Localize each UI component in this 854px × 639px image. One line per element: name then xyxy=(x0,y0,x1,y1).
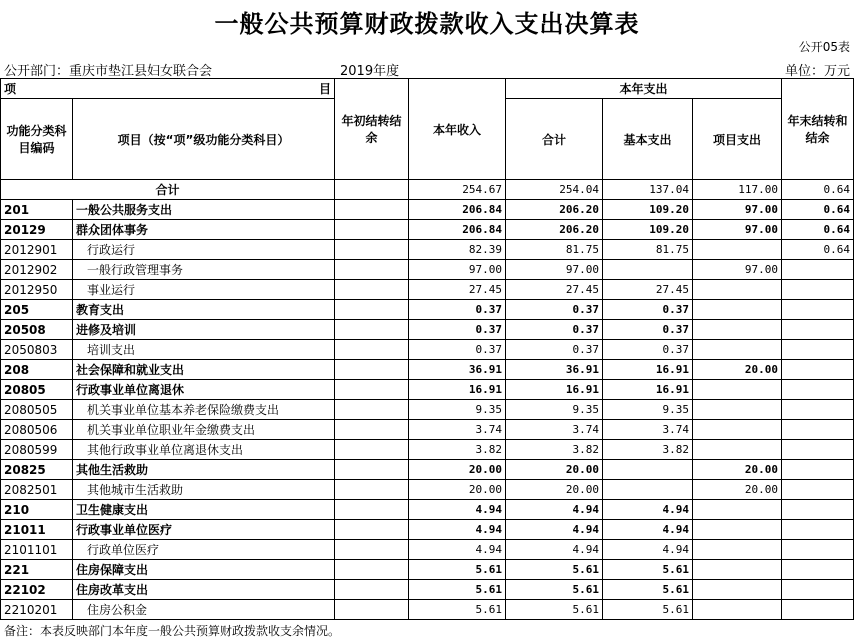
row-total: 5.61 xyxy=(506,600,603,620)
row-income: 27.45 xyxy=(409,280,506,300)
row-name: 行政运行 xyxy=(73,240,335,260)
header-name: 项目（按“项”级功能分类科目） xyxy=(73,99,335,180)
row-code: 2012902 xyxy=(1,260,73,280)
row-begin xyxy=(335,380,409,400)
row-total: 9.35 xyxy=(506,400,603,420)
row-total: 20.00 xyxy=(506,460,603,480)
department-label: 公开部门：重庆市垫江县妇女联合会 xyxy=(4,64,213,79)
row-project xyxy=(693,540,782,560)
row-end xyxy=(782,300,854,320)
table-row xyxy=(1,540,854,560)
row-code: 2080506 xyxy=(1,420,73,440)
row-basic: 16.91 xyxy=(603,360,693,380)
row-code: 2101101 xyxy=(1,540,73,560)
row-begin xyxy=(335,320,409,340)
table-row xyxy=(1,600,854,620)
total-income: 254.67 xyxy=(409,180,506,200)
row-name: 培训支出 xyxy=(73,340,335,360)
table-row xyxy=(1,420,854,440)
row-begin xyxy=(335,240,409,260)
row-income: 82.39 xyxy=(409,240,506,260)
row-project xyxy=(693,500,782,520)
row-total: 97.00 xyxy=(506,260,603,280)
row-income: 16.91 xyxy=(409,380,506,400)
row-name: 机关事业单位职业年金缴费支出 xyxy=(73,420,335,440)
row-project xyxy=(693,400,782,420)
row-income: 5.61 xyxy=(409,560,506,580)
page-title: 一般公共预算财政拨款收入支出决算表 xyxy=(214,10,640,38)
budget-table xyxy=(0,78,854,620)
total-label: 合计 xyxy=(1,180,335,200)
row-code: 208 xyxy=(1,360,73,380)
row-name: 卫生健康支出 xyxy=(73,500,335,520)
row-total: 81.75 xyxy=(506,240,603,260)
row-end xyxy=(782,540,854,560)
row-code: 205 xyxy=(1,300,73,320)
row-income: 3.74 xyxy=(409,420,506,440)
row-name: 事业运行 xyxy=(73,280,335,300)
table-row xyxy=(1,460,854,480)
row-income: 5.61 xyxy=(409,600,506,620)
row-basic: 109.20 xyxy=(603,200,693,220)
row-total: 4.94 xyxy=(506,520,603,540)
row-code: 210 xyxy=(1,500,73,520)
table-row xyxy=(1,300,854,320)
row-begin xyxy=(335,600,409,620)
row-total: 206.20 xyxy=(506,220,603,240)
row-end xyxy=(782,260,854,280)
row-total: 0.37 xyxy=(506,320,603,340)
footnote: 备注：本表反映部门本年度一般公共预算财政拨款收支余情况。 xyxy=(4,624,341,638)
row-code: 22102 xyxy=(1,580,73,600)
row-name: 社会保障和就业支出 xyxy=(73,360,335,380)
row-name: 其他城市生活救助 xyxy=(73,480,335,500)
row-begin xyxy=(335,300,409,320)
header-total: 合计 xyxy=(506,99,603,180)
row-end xyxy=(782,400,854,420)
row-project xyxy=(693,320,782,340)
table-row xyxy=(1,580,854,600)
row-name: 行政事业单位离退休 xyxy=(73,380,335,400)
row-begin xyxy=(335,460,409,480)
total-end: 0.64 xyxy=(782,180,854,200)
table-row xyxy=(1,380,854,400)
row-end xyxy=(782,440,854,460)
table-row xyxy=(1,340,854,360)
total-total: 254.04 xyxy=(506,180,603,200)
row-code: 2012901 xyxy=(1,240,73,260)
row-code: 21011 xyxy=(1,520,73,540)
row-basic: 4.94 xyxy=(603,520,693,540)
row-begin xyxy=(335,500,409,520)
row-end xyxy=(782,380,854,400)
total-project: 117.00 xyxy=(693,180,782,200)
row-basic xyxy=(603,480,693,500)
row-income: 0.37 xyxy=(409,340,506,360)
row-name: 进修及培训 xyxy=(73,320,335,340)
row-code: 201 xyxy=(1,200,73,220)
row-total: 5.61 xyxy=(506,580,603,600)
row-name: 一般公共服务支出 xyxy=(73,200,335,220)
row-income: 97.00 xyxy=(409,260,506,280)
row-total: 27.45 xyxy=(506,280,603,300)
total-row xyxy=(1,180,854,200)
row-code: 20805 xyxy=(1,380,73,400)
total-begin xyxy=(335,180,409,200)
row-income: 0.37 xyxy=(409,300,506,320)
row-end xyxy=(782,340,854,360)
header-code: 功能分类科目编码 xyxy=(1,99,73,180)
table-row xyxy=(1,220,854,240)
table-row xyxy=(1,240,854,260)
row-income: 206.84 xyxy=(409,220,506,240)
row-code: 20825 xyxy=(1,460,73,480)
row-project xyxy=(693,340,782,360)
row-code: 2012950 xyxy=(1,280,73,300)
row-end xyxy=(782,560,854,580)
row-total: 0.37 xyxy=(506,340,603,360)
row-income: 20.00 xyxy=(409,480,506,500)
row-name: 群众团体事务 xyxy=(73,220,335,240)
row-name: 机关事业单位基本养老保险缴费支出 xyxy=(73,400,335,420)
header-expense-group: 本年支出 xyxy=(506,79,782,99)
table-row xyxy=(1,400,854,420)
row-code: 2082501 xyxy=(1,480,73,500)
row-name: 住房改革支出 xyxy=(73,580,335,600)
row-end: 0.64 xyxy=(782,240,854,260)
row-name: 其他生活救助 xyxy=(73,460,335,480)
row-project: 97.00 xyxy=(693,260,782,280)
row-name: 住房保障支出 xyxy=(73,560,335,580)
row-end: 0.64 xyxy=(782,220,854,240)
table-row xyxy=(1,500,854,520)
row-total: 20.00 xyxy=(506,480,603,500)
row-name: 住房公积金 xyxy=(73,600,335,620)
row-end xyxy=(782,480,854,500)
row-total: 36.91 xyxy=(506,360,603,380)
row-income: 3.82 xyxy=(409,440,506,460)
row-end: 0.64 xyxy=(782,200,854,220)
header-begin-balance: 年初结转结余 xyxy=(335,79,409,180)
row-name: 行政事业单位医疗 xyxy=(73,520,335,540)
row-begin xyxy=(335,420,409,440)
row-basic: 5.61 xyxy=(603,600,693,620)
row-begin xyxy=(335,200,409,220)
row-basic: 3.74 xyxy=(603,420,693,440)
row-end xyxy=(782,520,854,540)
row-begin xyxy=(335,520,409,540)
row-income: 9.35 xyxy=(409,400,506,420)
row-project xyxy=(693,300,782,320)
row-begin xyxy=(335,220,409,240)
header-end-balance: 年末结转和结余 xyxy=(782,79,854,180)
row-basic: 4.94 xyxy=(603,540,693,560)
row-project xyxy=(693,440,782,460)
row-code: 2050803 xyxy=(1,340,73,360)
table-id: 公开05表 xyxy=(798,40,850,54)
row-begin xyxy=(335,560,409,580)
row-income: 20.00 xyxy=(409,460,506,480)
unit-label: 单位：万元 xyxy=(784,64,850,79)
row-end xyxy=(782,280,854,300)
table-row xyxy=(1,260,854,280)
row-end xyxy=(782,600,854,620)
row-total: 206.20 xyxy=(506,200,603,220)
row-basic: 27.45 xyxy=(603,280,693,300)
row-basic: 0.37 xyxy=(603,320,693,340)
row-basic: 9.35 xyxy=(603,400,693,420)
row-project: 20.00 xyxy=(693,480,782,500)
row-code: 221 xyxy=(1,560,73,580)
row-income: 4.94 xyxy=(409,540,506,560)
row-name: 一般行政管理事务 xyxy=(73,260,335,280)
row-income: 4.94 xyxy=(409,520,506,540)
row-begin xyxy=(335,580,409,600)
row-income: 36.91 xyxy=(409,360,506,380)
row-end xyxy=(782,320,854,340)
row-income: 4.94 xyxy=(409,500,506,520)
header-mu: 目 xyxy=(318,82,331,96)
row-project xyxy=(693,280,782,300)
row-project xyxy=(693,520,782,540)
row-project xyxy=(693,380,782,400)
row-end xyxy=(782,360,854,380)
row-code: 2080599 xyxy=(1,440,73,460)
row-begin xyxy=(335,340,409,360)
header-project: 项目支出 xyxy=(693,99,782,180)
table-row xyxy=(1,480,854,500)
header-income: 本年收入 xyxy=(409,79,506,180)
row-begin xyxy=(335,260,409,280)
row-project: 97.00 xyxy=(693,220,782,240)
table-row xyxy=(1,280,854,300)
row-basic xyxy=(603,460,693,480)
row-begin xyxy=(335,400,409,420)
row-basic: 4.94 xyxy=(603,500,693,520)
table-row xyxy=(1,320,854,340)
table-row xyxy=(1,440,854,460)
row-project xyxy=(693,560,782,580)
row-begin xyxy=(335,360,409,380)
row-project: 20.00 xyxy=(693,360,782,380)
row-basic: 81.75 xyxy=(603,240,693,260)
row-begin xyxy=(335,540,409,560)
row-basic: 5.61 xyxy=(603,560,693,580)
row-total: 4.94 xyxy=(506,500,603,520)
row-basic: 0.37 xyxy=(603,300,693,320)
row-code: 2080505 xyxy=(1,400,73,420)
header-xiang: 项 xyxy=(4,82,17,96)
row-total: 3.82 xyxy=(506,440,603,460)
row-basic: 5.61 xyxy=(603,580,693,600)
row-project xyxy=(693,580,782,600)
row-code: 20508 xyxy=(1,320,73,340)
row-basic: 0.37 xyxy=(603,340,693,360)
table-row xyxy=(1,360,854,380)
row-name: 教育支出 xyxy=(73,300,335,320)
row-end xyxy=(782,420,854,440)
row-basic xyxy=(603,260,693,280)
row-total: 5.61 xyxy=(506,560,603,580)
row-income: 5.61 xyxy=(409,580,506,600)
table-row xyxy=(1,200,854,220)
row-code: 2210201 xyxy=(1,600,73,620)
row-begin xyxy=(335,440,409,460)
row-basic: 3.82 xyxy=(603,440,693,460)
header-xiangmu xyxy=(1,79,335,99)
row-end xyxy=(782,460,854,480)
table-row xyxy=(1,560,854,580)
row-end xyxy=(782,580,854,600)
row-code: 20129 xyxy=(1,220,73,240)
row-begin xyxy=(335,280,409,300)
row-total: 0.37 xyxy=(506,300,603,320)
row-name: 其他行政事业单位离退休支出 xyxy=(73,440,335,460)
year-label: 2019年度 xyxy=(340,64,400,79)
row-project xyxy=(693,240,782,260)
row-basic: 16.91 xyxy=(603,380,693,400)
table-row xyxy=(1,520,854,540)
header-basic: 基本支出 xyxy=(603,99,693,180)
row-begin xyxy=(335,480,409,500)
row-total: 4.94 xyxy=(506,540,603,560)
row-project: 20.00 xyxy=(693,460,782,480)
total-basic: 137.04 xyxy=(603,180,693,200)
row-basic: 109.20 xyxy=(603,220,693,240)
row-income: 0.37 xyxy=(409,320,506,340)
row-name: 行政单位医疗 xyxy=(73,540,335,560)
row-total: 3.74 xyxy=(506,420,603,440)
row-total: 16.91 xyxy=(506,380,603,400)
row-income: 206.84 xyxy=(409,200,506,220)
row-end xyxy=(782,500,854,520)
row-project: 97.00 xyxy=(693,200,782,220)
row-project xyxy=(693,420,782,440)
row-project xyxy=(693,600,782,620)
